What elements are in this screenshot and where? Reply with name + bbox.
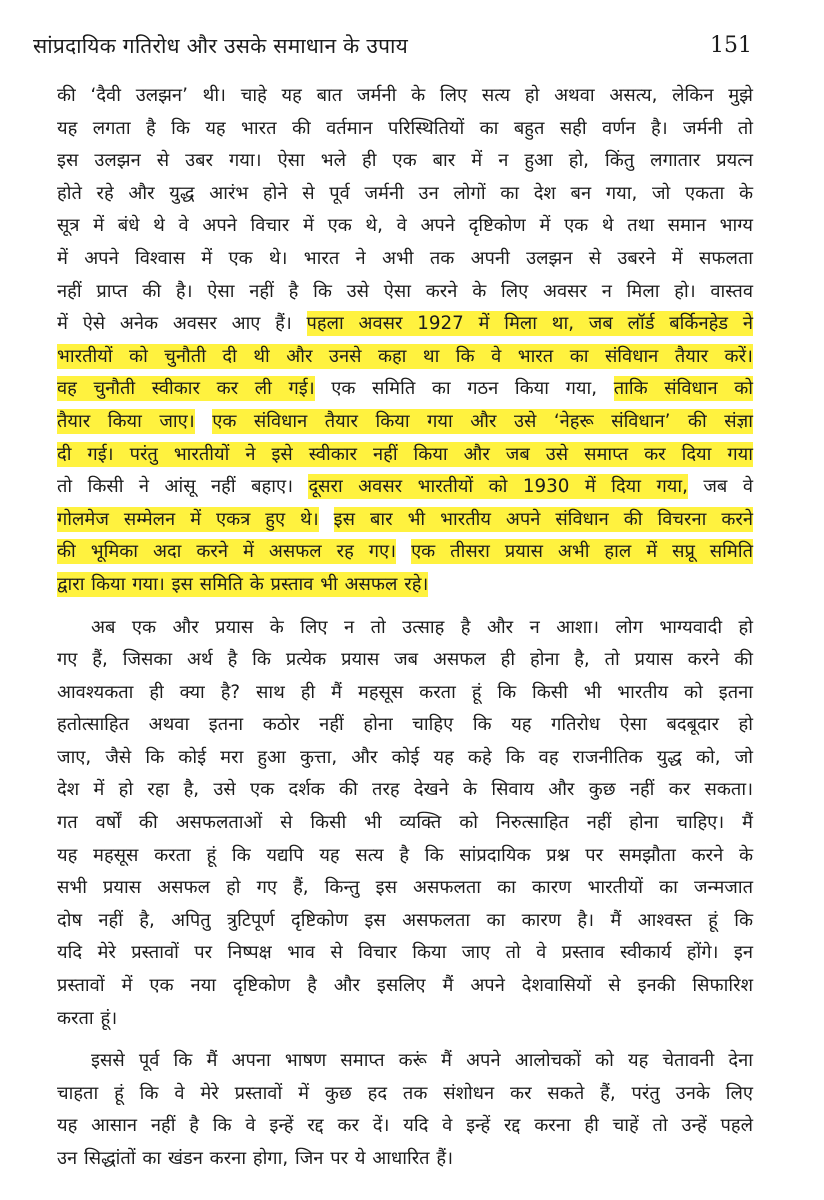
text-segment: हतोत्साहित अथवा इतना कठोर नहीं होना चाहिए कि यह गतिरोध ऐसा बदबूदार हो <box>57 714 753 736</box>
highlighted-text: दी गई। परंतु भारतीयों ने इसे स्वीकार नहीं किया और जब उसे समाप्त कर दिया गया <box>57 443 753 465</box>
text-segment: चाहता हूं कि वे मेरे प्रस्तावों में कुछ हद तक संशोधन कर सकते हैं, परंतु उनके लिए <box>57 1082 753 1104</box>
text-line <box>57 742 753 775</box>
text-line <box>57 569 753 602</box>
highlighted-text: एक तीसरा प्रयास अभी हाल में सप्रू समिति <box>411 541 753 563</box>
text-line <box>57 1143 753 1176</box>
text-segment: जब वे <box>687 476 753 498</box>
text-segment: उन सिद्धांतों का खंडन करना होगा, जिन पर ये आधारित हैं। <box>57 1148 454 1169</box>
highlighted-text: एक संविधान तैयार किया गया और उसे ‘नेहरू संविधान’ की संज्ञा <box>212 410 753 432</box>
text-segment: जाए, जैसे कि कोई मरा हुआ कुत्ता, और कोई यह कहे कि वह राजनीतिक युद्ध को, जो <box>57 746 753 768</box>
text-segment: की ‘दैवी उलझन’ थी। चाहे यह बात जर्मनी के लिए सत्य हो अथवा असत्य, लेकिन मुझे <box>57 85 753 106</box>
body-text <box>57 80 753 1176</box>
text-line <box>57 1003 753 1036</box>
text-line <box>57 504 753 537</box>
text-line <box>57 807 753 840</box>
text-segment: सभी प्रयास असफल हो गए हैं, किन्तु इस असफलता का कारण भारतीयों का जन्मजात <box>57 877 753 899</box>
text-segment: दोष नहीं है, अपितु त्रुटिपूर्ण दृष्टिकोण इस असफलता का कारण है। मैं आश्वस्त हूं कि <box>57 909 753 931</box>
highlighted-text: ताकि संविधान को <box>613 378 753 400</box>
text-line <box>57 536 753 569</box>
paragraph-1 <box>57 80 753 602</box>
text-segment: अब एक और प्रयास के लिए न तो उत्साह है और न आशा। लोग भाग्यवादी हो <box>91 616 753 638</box>
highlighted-text: तैयार किया जाए। <box>57 410 195 432</box>
text-segment: सूत्र में बंधे थे वे अपने विचार में एक थे, वे अपने दृष्टिकोण में एक थे तथा समान भाग्य <box>57 215 753 237</box>
text-line <box>57 308 753 341</box>
text-segment: में अपने विश्वास में एक थे। भारत ने अभी तक अपनी उलझन से उबरने में सफलता <box>57 247 753 269</box>
highlighted-text: इस बार भी भारतीय अपने संविधान की विचरना करने <box>333 508 753 530</box>
highlighted-text: भारतीयों को चुनौती दी थी और उनसे कहा था कि वे भारत का संविधान तैयार करें। <box>57 345 753 367</box>
text-line <box>57 113 753 146</box>
text-line <box>57 774 753 807</box>
text-line <box>57 1078 753 1111</box>
text-line <box>57 178 753 211</box>
text-line <box>57 145 753 178</box>
text-line <box>57 439 753 472</box>
text-line <box>57 840 753 873</box>
text-line <box>57 970 753 1003</box>
highlighted-text: दूसरा अवसर भारतीयों को 1930 में दिया गया, <box>308 476 688 498</box>
text-segment: गए हैं, जिसका अर्थ है कि प्रत्येक प्रयास जब असफल ही होना है, तो प्रयास करने की <box>57 649 753 671</box>
text-line <box>57 612 753 645</box>
text-segment: यह आसान नहीं है कि वे इन्हें रद्द कर दें। यदि वे इन्हें रद्द करना ही चाहें तो उन्हें पहले <box>57 1115 753 1137</box>
text-segment: आवश्यकता ही क्या है? साथ ही मैं महसूस करता हूं कि किसी भी भारतीय को इतना <box>57 681 753 703</box>
text-line <box>57 872 753 905</box>
text-line <box>57 341 753 374</box>
text-segment: तो किसी ने आंसू नहीं बहाए। <box>57 476 309 498</box>
page-header <box>0 0 824 60</box>
text-segment: होते रहे और युद्ध आरंभ होने से पूर्व जर्मनी उन लोगों का देश बन गया, जो एकता के <box>57 182 753 204</box>
highlighted-text: गोलमेज सम्मेलन में एकत्र हुए थे। <box>57 508 319 530</box>
text-line <box>57 905 753 938</box>
running-title: सांप्रदायिक गतिरोध और उसके समाधान के उपाय <box>33 34 409 58</box>
text-segment: गत वर्षों की असफलताओं से किसी भी व्यक्ति को निरुत्साहित नहीं होना चाहिए। मैं <box>57 812 753 834</box>
text-line <box>57 677 753 710</box>
text-segment: यह लगता है कि यह भारत की वर्तमान परिस्थितियों का बहुत सही वर्णन है। जर्मनी तो <box>57 117 753 139</box>
page-number: 151 <box>710 33 752 58</box>
paragraph-2 <box>57 612 753 1036</box>
text-line <box>57 373 753 406</box>
text-segment <box>396 541 411 562</box>
text-line <box>57 709 753 742</box>
text-line <box>57 644 753 677</box>
text-segment: में ऐसे अनेक अवसर आए हैं। <box>57 313 307 335</box>
text-line <box>57 406 753 439</box>
highlighted-text: पहला अवसर 1927 में मिला था, जब लॉर्ड बर्किनहेड ने <box>306 313 753 335</box>
highlighted-text: द्वारा किया गया। इस समिति के प्रस्ताव भी असफल रहे। <box>57 573 429 595</box>
text-segment: प्रस्तावों में एक नया दृष्टिकोण है और इसलिए मैं अपने देशवासियों से इनकी सिफारिश <box>57 975 753 997</box>
text-line <box>57 210 753 243</box>
text-segment: एक समिति का गठन किया गया, <box>314 378 614 400</box>
text-line <box>57 1110 753 1143</box>
text-line <box>57 243 753 276</box>
paragraph-3 <box>57 1045 753 1175</box>
text-line <box>57 276 753 309</box>
text-line <box>57 937 753 970</box>
text-segment: यदि मेरे प्रस्तावों पर निष्पक्ष भाव से विचार किया जाए तो वे प्रस्ताव स्वीकार्य होंगे। इन <box>57 942 753 964</box>
text-segment: यह महसूस करता हूं कि यद्यपि यह सत्य है कि सांप्रदायिक प्रश्न पर समझौता करने के <box>57 844 753 866</box>
highlighted-text: की भूमिका अदा करने में असफल रह गए। <box>57 541 397 563</box>
text-segment <box>319 509 334 530</box>
text-segment <box>195 411 213 432</box>
text-line <box>57 80 753 113</box>
text-segment: इस उलझन से उबर गया। ऐसा भले ही एक बार में न हुआ हो, किंतु लगातार प्रयत्न <box>57 150 753 172</box>
text-segment: नहीं प्राप्त की है। ऐसा नहीं है कि उसे ऐसा करने के लिए अवसर न मिला हो। वास्तव <box>57 280 753 302</box>
highlighted-text: वह चुनौती स्वीकार कर ली गई। <box>57 378 315 400</box>
text-segment: देश में हो रहा है, उसे एक दर्शक की तरह देखने के सिवाय और कुछ नहीं कर सकता। <box>57 779 753 801</box>
text-line <box>57 1045 753 1078</box>
text-segment: करता हूं। <box>57 1007 118 1029</box>
text-segment: इससे पूर्व कि मैं अपना भाषण समाप्त करूं मैं अपने आलोचकों को यह चेतावनी देना <box>91 1050 753 1072</box>
text-line <box>57 471 753 504</box>
